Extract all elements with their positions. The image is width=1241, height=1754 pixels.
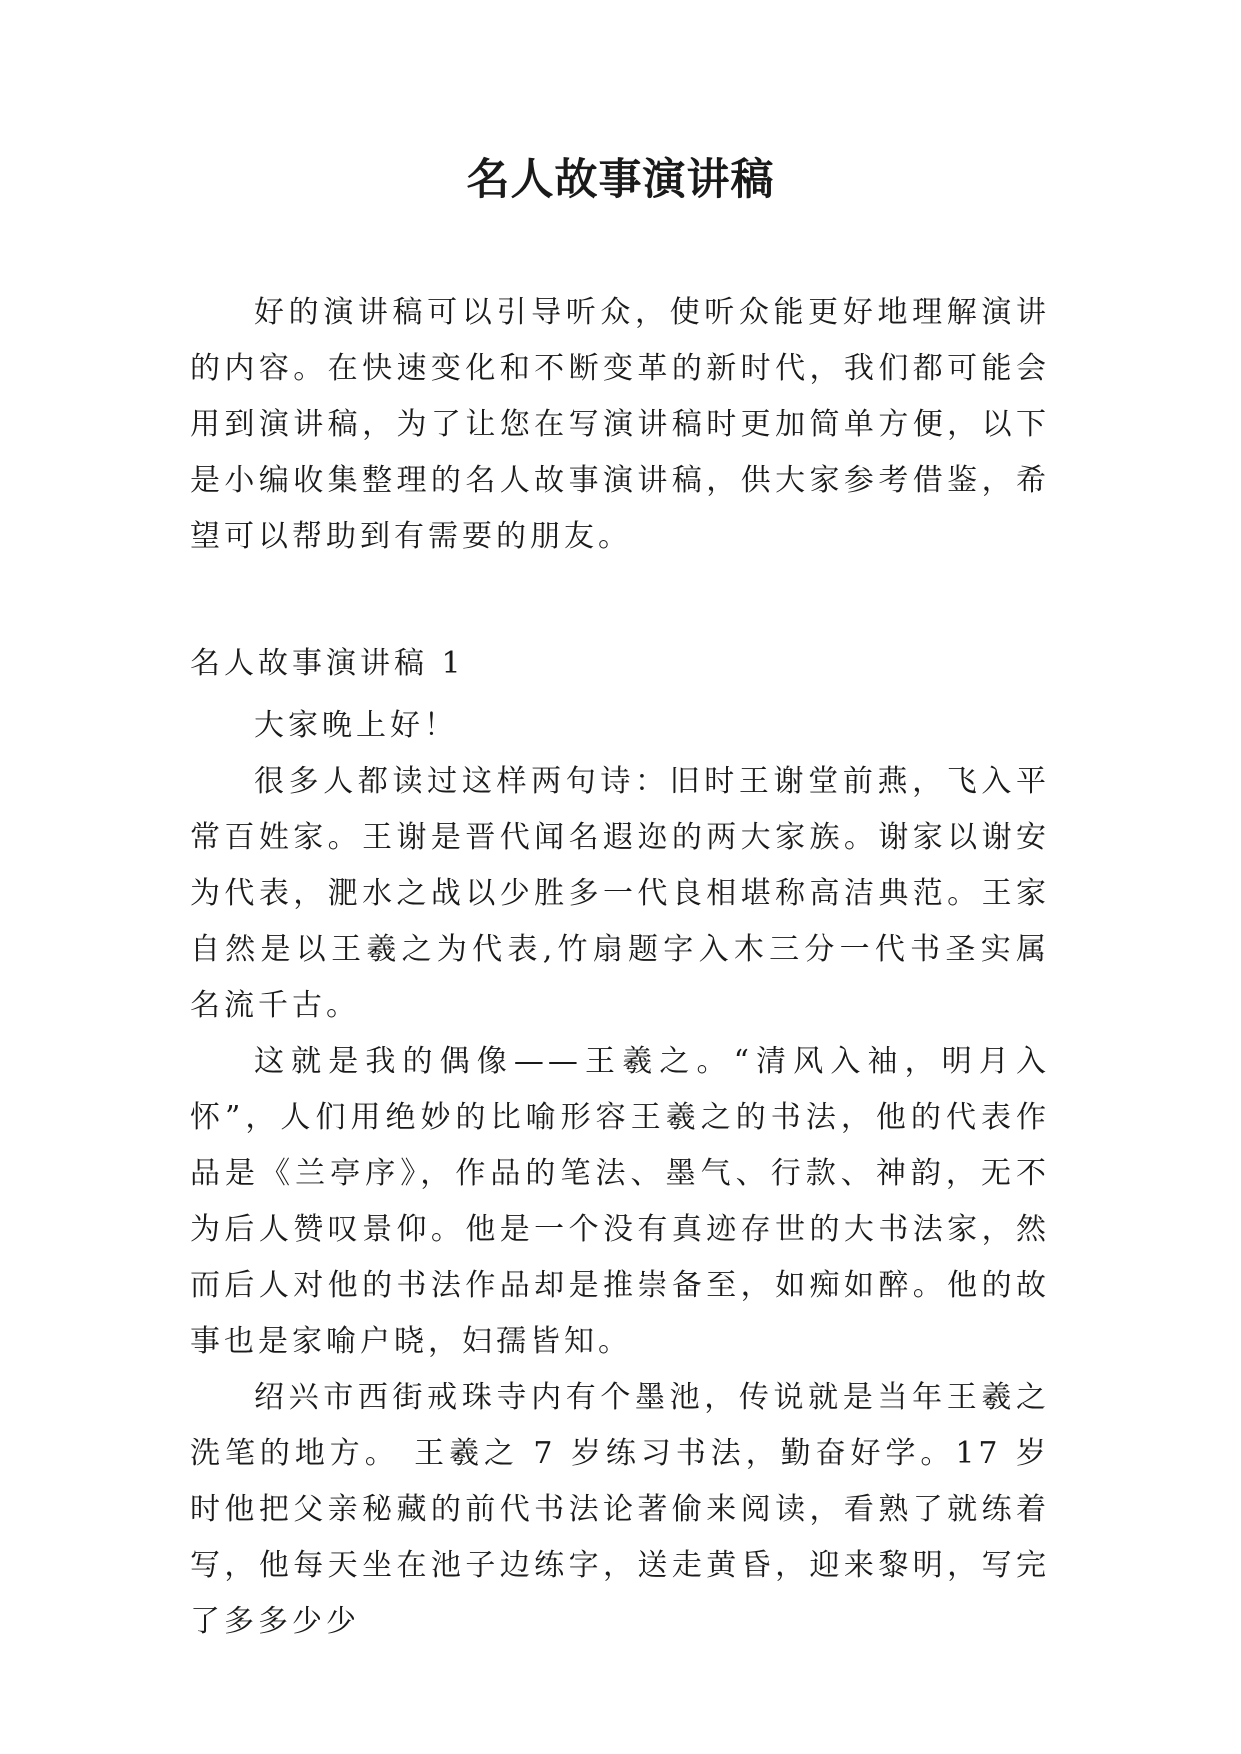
greeting-paragraph: 大家晚上好！ [254, 708, 458, 743]
intro-paragraph: 好的演讲稿可以引导听众，使听众能更好地理解演讲的内容。在快速变化和不断变革的新时代，我们都可能会用到演讲稿，为了让您在写演讲稿时更加简单方便，以下是小编收集整理的名人故事演讲稿，供大家参考借鉴，希望可以帮助到有需要的朋友。 [190, 295, 1050, 554]
speech-section [190, 636, 1050, 1650]
body-paragraph: 绍兴市西街戒珠寺内有个墨池，传说就是当年王羲之洗笔的地方。 王羲之 7 岁练习书法，勤奋好学。17 岁时他把父亲秘藏的前代书法论著偷来阅读，看熟了就练着写，他每天坐在池子边练字，送走黄昏，迎来黎明，写完了多多少少 [190, 1380, 1050, 1639]
intro-section [190, 285, 1050, 565]
document-title: 名人故事演讲稿 [466, 155, 775, 205]
section-title: 名人故事演讲稿 1 [190, 646, 465, 681]
body-paragraph: 这就是我的偶像——王羲之。“清风入袖，明月入怀”，人们用绝妙的比喻形容王羲之的书法，他的代表作品是《兰亭序》，作品的笔法、墨气、行款、神韵，无不为后人赞叹景仰。他是一个没有真迹存世的大书法家，然而后人对他的书法作品却是推崇备至，如痴如醉。他的故事也是家喻户晓，妇孺皆知。 [190, 1044, 1050, 1359]
body-paragraph: 很多人都读过这样两句诗：旧时王谢堂前燕，飞入平常百姓家。王谢是晋代闻名遐迩的两大家族。谢家以谢安为代表，淝水之战以少胜多一代良相堪称高洁典范。王家自然是以王羲之为代表,竹扇题字入木三分一代书圣实属名流千古。 [190, 764, 1050, 1023]
